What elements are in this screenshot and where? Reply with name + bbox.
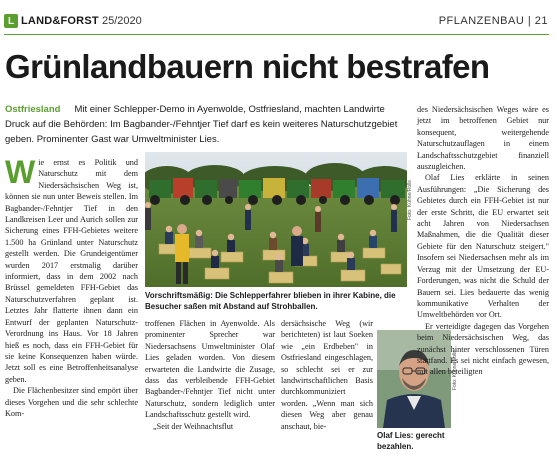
body-column-4 [417, 104, 549, 378]
photo-caption: Vorschriftsmäßig: Die Schlepperfahrer blieben in ihrer Kabine, die Besucher saßen mit Abstand auf Strohballen. [145, 291, 396, 311]
brand-logo [4, 14, 99, 28]
body-paragraph: Olaf Lies erklärte in seinen Ausführungen: „Die Sicherung des Gebietes durch ein FFH-Gebiet ist nur der erste Schritt, die EU erwartet seit acht Jahren von Niedersachsen Maßnahmen, die die Qualität dieser Gebiete für den Naturschutz steigert." Insofern sei Niedersachsen mehr als im Verzug mit der Umsetzung der EU-Forderungen, was nicht die Schuld der Bauern sei. Lies bedauerte das wenig kommunikative Verhalten der Umweltbehörden vor Ort. [417, 173, 549, 320]
demo-photo [145, 152, 407, 287]
body-column-3 [281, 318, 373, 432]
body-paragraph: Die Flächenbesitzer sind empört über dieses Vorgehen und die sehr schlechte Kom- [5, 386, 138, 418]
issue-number: 25/2020 [102, 15, 142, 27]
page-header [0, 0, 557, 40]
portrait-credit: Foto: Kühne/Rolle [452, 349, 458, 390]
brand-name: LAND&FORST [21, 15, 99, 27]
section-page-label: PFLANZENBAU | 21 [438, 15, 548, 27]
drop-cap: W [5, 154, 36, 190]
article-headline: Grünlandbauern nicht bestrafen [5, 48, 490, 85]
body-paragraph: des Niedersächsischen Weges wäre es jetzt im betroffenen Gebiet nur konsequent, weitergehende Naturschutzauflagen in einem Landschaftsschutzgebiet finanziell auszugleichen. [417, 105, 549, 172]
body-column-1 [5, 154, 138, 419]
body-paragraph: dersächsische Weg (wir berichteten) ist laut Soeken wie „ein Erdbeben" in Ostfriesland eingeschlagen, so schlecht sei er zur landwirtschaftlichen Basis durchkommuniziert worden. „Wenn man sich diesen Weg aber genau anschaut, bie- [281, 319, 373, 431]
body-column-2 [145, 318, 275, 432]
lead-text: Mit einer Schlepper-Demo in Ayenwolde, Ostfriesland, machten Landwirte Druck auf die Behörden: Im Bagbander-/Fehntjer Tief darf es kein weiteres Naturschutzgebiet geben. Prominenter Gast war Umweltminister Lies. [5, 104, 398, 145]
body-paragraph: „Seit der Weihnachtsflut [153, 421, 234, 431]
article-lead [5, 102, 403, 147]
logo-mark-icon: L [4, 14, 18, 28]
body-paragraph: troffenen Flächen in Ayenwolde. Als prominenter Sprecher war Niedersachsens Umweltminister Olaf Lies geladen worden. Von diesem erwarteten die Landwirte die Zusage, dass das verbleibende FFH-Gebiet Bagbander-/Fehntjer Tief nicht unter Naturschutz, sondern lediglich unter Landschaftsschutz gestellt wird. [145, 319, 275, 420]
photo-credit: Foto: Kühne/Rolle [407, 179, 413, 220]
tractor-demo-image [145, 152, 407, 287]
body-paragraph: Er verteidigte dagegen das Vorgehen beim Niedersächsischen Weg, das zunächst hinter verschlossenen Türen stattfand. Es sei nicht einfach gewesen, mit allen beteiligten [417, 321, 549, 377]
body-paragraph: Wie ernst es Politik und Naturschutz mit dem Niedersächsischen Weg ist, können sie nun unter Beweis stellen. Im Bagbander-/Fehntjer Tief in den Landkreisen Leer und Aurich sollen zur Sicherung eines FFH-Gebietes weitere 1.500 ha Grünland unter Naturschutz gestellt werden. Die Grundeigentümer wurden 2017 erstmalig darüber informiert, dass in dem 2002 nach Brüssel gemeldeten FFH-Gebiet das Naturschutzverfahren geplant ist. Letztes Jahr flatterte ihnen dann ein Entwurf der geplanten Naturschutz-Verordnung ins Haus. Vor 18 Jahren hieß es noch, dass ein FFH-Gebiet für sie keine Konsequenzen haben würde. Jetzt soll es eine Betroffenheitsanalyse geben. [5, 154, 138, 384]
portrait-caption: Olaf Lies: gerecht bezahlen. [377, 431, 445, 451]
header-rule [4, 34, 549, 35]
region-label: Ostfriesland [5, 104, 61, 115]
